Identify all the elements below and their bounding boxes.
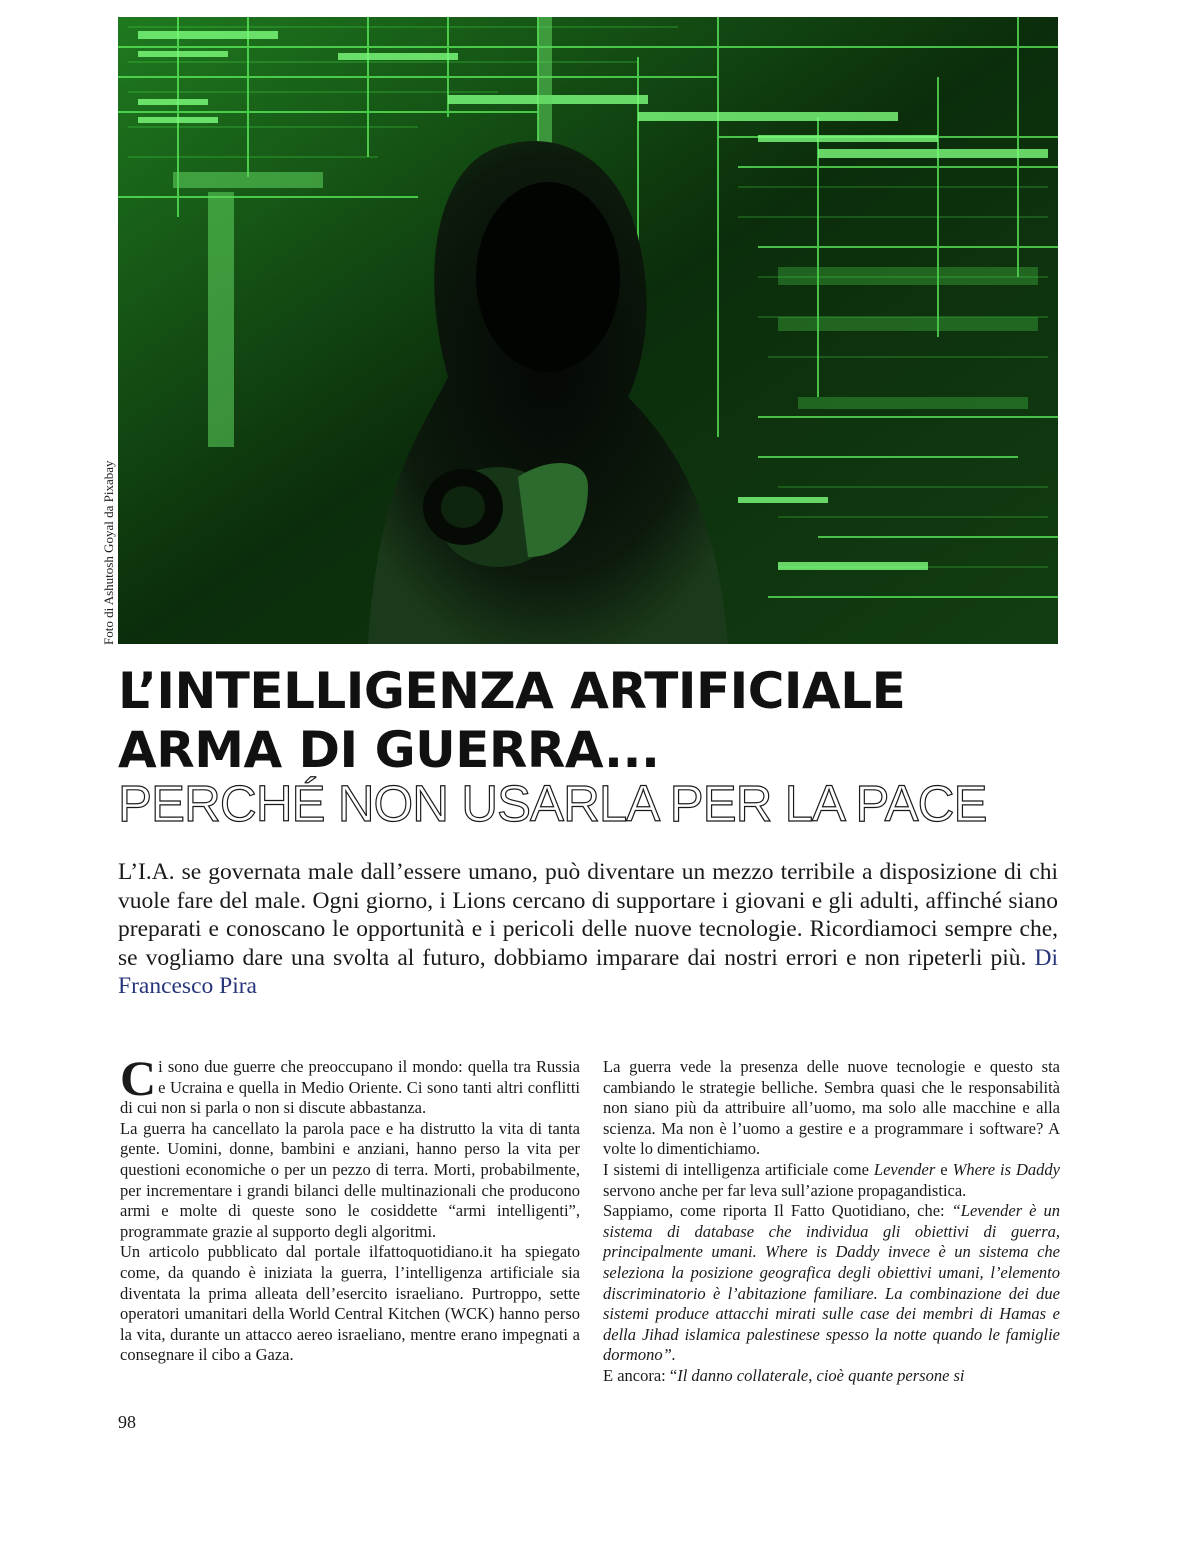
title-line-2: ARMA DI GUERRA... [118, 721, 660, 779]
paragraph-text: i sono due guerre che preoccupano il mondo: quella tra Russia e Ucraina e quella in Medio Oriente. Ci sono tanti altri conflitti di cui non si parla o non si discute abbastanza. [120, 1057, 580, 1118]
page-number: 98 [118, 1412, 136, 1432]
system-name-levender: Levender [873, 1159, 936, 1179]
paragraph [603, 1366, 1060, 1387]
paragraph [120, 1050, 580, 1119]
lead-paragraph [118, 858, 1058, 1001]
left-column [120, 1050, 580, 1366]
title-line-1: L’INTELLIGENZA ARTIFICIALE [118, 662, 906, 720]
paragraph-text: Sappiamo, come riporta Il Fatto Quotidiano, che: [603, 1201, 952, 1221]
paragraph: Un articolo pubblicato dal portale ilfattoquotidiano.it ha spiegato come, da quando è iniziata la guerra, l’intelligenza artificiale sia diventata la prima alleata dell’esercito israeliano. Purtroppo, sette operatori umanitari della World Central Kitchen (WCK) hanno perso la vita, durante un attacco aereo israeliano, mentre erano impegnati a consegnare il cibo a Gaza. [120, 1242, 580, 1365]
paragraph: La guerra ha cancellato la parola pace e ha distrutto la vita di tanta gente. Uomini, donne, bambini e anziani, hanno perso la vita per questioni economiche o per un pezzo di terra. Morti, probabilmente, per incrementare i grandi bilanci delle multinazionali che producono armi e molte di queste sono le cosiddette “armi intelligenti”, programmate grazie al supporto degli algoritmi. [120, 1118, 580, 1241]
hooded-hacker-photo-icon [118, 17, 1058, 644]
lead-text: L’I.A. se governata male dall’essere umano, può diventare un mezzo terribile a disposizione di chi vuole fare del male. Ogni giorno, i Lions cercano di supportare i giovani e gli adulti, affinché siano preparati e conoscano le opportunità e i pericoli delle nuove tecnologie. Ricordiamoci sempre che, se vogliamo dare una svolta al futuro, dobbiamo imparare dai nostri errori e non ripeterli più. [118, 859, 1058, 971]
paragraph-text: e [935, 1159, 953, 1179]
quote: Il danno collaterale, cioè quante persone si [677, 1365, 965, 1385]
paragraph [603, 1201, 1060, 1366]
paragraph-text: servono anche per far leva sull’azione propagandistica. [603, 1180, 967, 1200]
photo-credit: Foto di Ashutosh Goyal da Pixabay [101, 460, 116, 645]
quote: “Levender è un sistema di database che individua gli obiettivi di guerra, principalmente umani. Where is Daddy invece è un sistema che seleziona la posizione geografica degli obiettivi umani, l’elemento discriminatorio è l’abitazione familiare. La combinazione dei due sistemi produce attacchi mirati sulle case dei membri di Hamas e della Jihad islamica palestinese spesso la notte quando le famiglie dormono”. [603, 1201, 1060, 1365]
paragraph: La guerra vede la presenza delle nuove tecnologie e questo sta cambiando le strategie belliche. Sembra quasi che le responsabilità non siano più da attribuire all’uomo, ma solo alle macchine e alla scienza. Ma non è l’uomo a gestire e a programmare i software? A volte lo dimentichiamo. [603, 1057, 1060, 1159]
hero-photo [118, 17, 1058, 644]
article-title [118, 662, 1078, 780]
paragraph [603, 1160, 1060, 1201]
paragraph-text: E ancora: “ [603, 1365, 678, 1385]
system-name-daddy: Where is Daddy [952, 1159, 1061, 1179]
drop-cap: C [120, 1050, 157, 1106]
right-column [603, 1057, 1060, 1387]
article-subtitle: PERCHÉ NON USARLA PER LA PACE [118, 775, 987, 832]
paragraph-text: I sistemi di intelligenza artificiale come [603, 1159, 874, 1179]
author-byline: Di Francesco Pira [118, 944, 1058, 999]
